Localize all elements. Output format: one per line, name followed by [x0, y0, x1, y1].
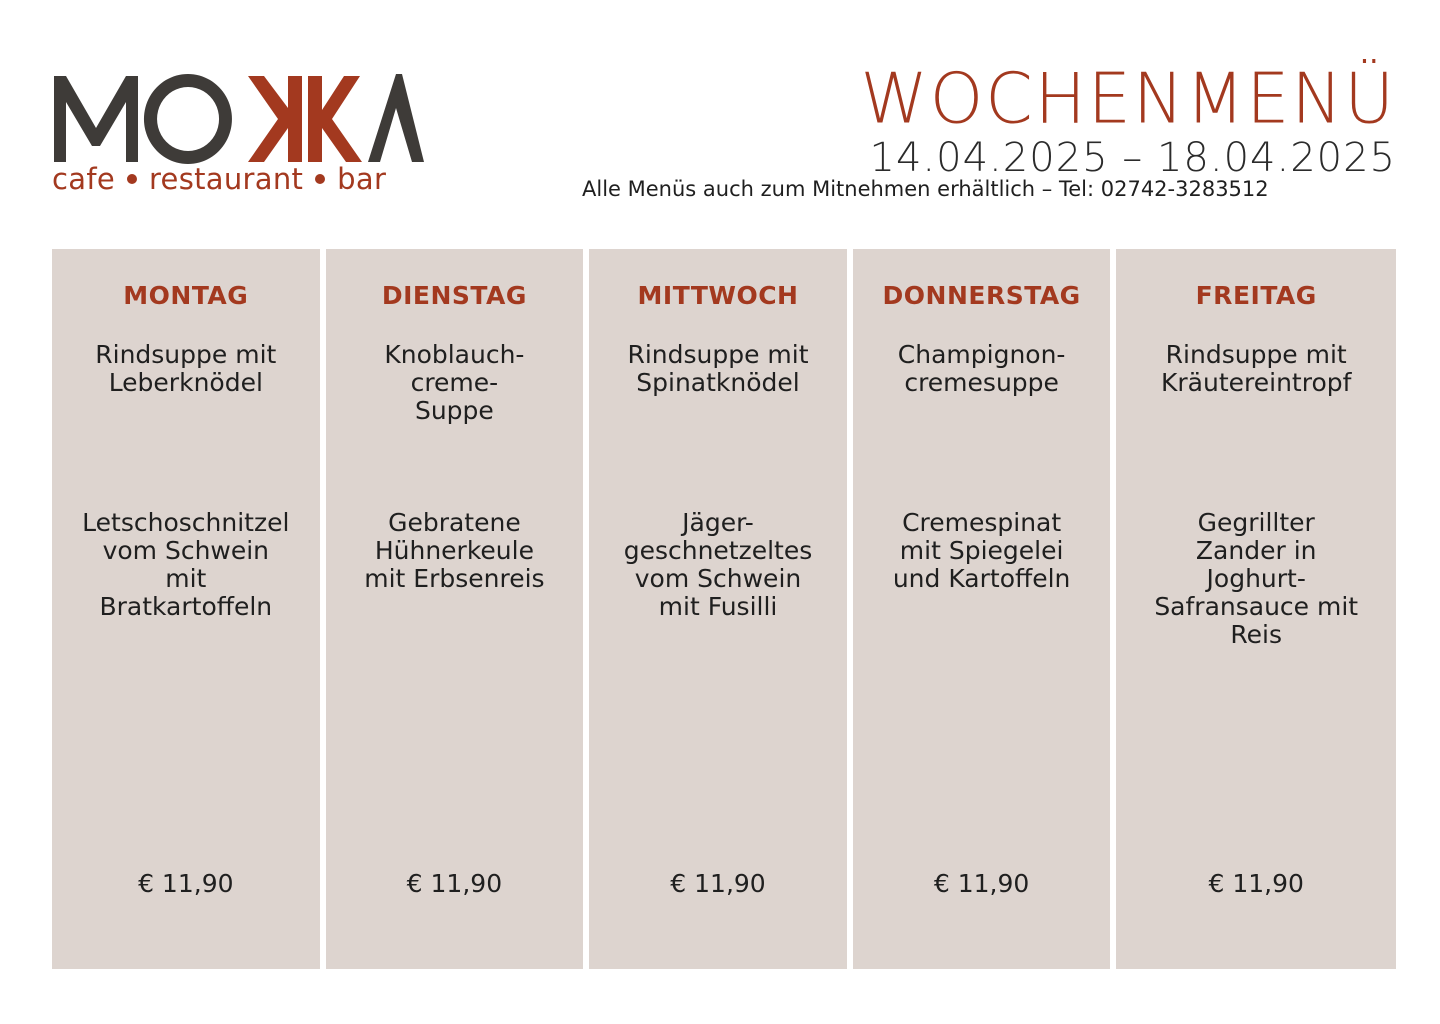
price-label: € 11,90 [933, 869, 1030, 898]
tagline-separator-dot [127, 174, 137, 184]
mokka-wordmark-logo [52, 72, 424, 164]
soup-dish: Knoblauch- creme- Suppe [384, 340, 525, 425]
tagline-cafe: cafe [52, 162, 115, 196]
day-column-montag [52, 249, 320, 969]
mokka-logo [52, 72, 432, 202]
date-range: 14.04.2025 – 18.04.2025 [869, 135, 1396, 181]
day-column-dienstag [326, 249, 584, 969]
page-title: WOCHENMENÜ [860, 59, 1396, 140]
takeaway-info: Alle Menüs auch zum Mitnehmen erhältlich – Tel: 02742-3283512 [582, 177, 1269, 201]
soup-dish: Champignon- cremesuppe [897, 340, 1066, 397]
logo-tagline [52, 162, 386, 196]
day-name: MONTAG [123, 281, 249, 310]
tagline-restaurant: restaurant [148, 162, 304, 196]
day-column-freitag [1116, 249, 1396, 969]
soup-dish: Rindsuppe mit Kräutereintropf [1161, 340, 1352, 397]
price-label: € 11,90 [1208, 869, 1304, 898]
weekly-menu-columns [52, 249, 1396, 969]
day-column-donnerstag [853, 249, 1111, 969]
day-name: FREITAG [1195, 281, 1317, 310]
main-dish: Letschoschnitzel vom Schwein mit Bratkartoffeln [82, 508, 290, 621]
price-label: € 11,90 [670, 869, 766, 898]
soup-dish: Rindsuppe mit Spinatknödel [627, 340, 809, 397]
price-label: € 11,90 [406, 869, 503, 898]
main-dish: Gegrillter Zander in Joghurt- Safransauce mit Reis [1154, 508, 1359, 649]
day-column-mittwoch [589, 249, 847, 969]
main-dish: Cremespinat mit Spiegelei und Kartoffeln [892, 508, 1071, 593]
day-name: MITTWOCH [637, 281, 799, 310]
soup-dish: Rindsuppe mit Leberknödel [95, 340, 277, 397]
tagline-separator-dot [315, 174, 325, 184]
main-dish: Gebratene Hühnerkeule mit Erbsenreis [364, 508, 545, 593]
day-name: DONNERSTAG [882, 281, 1081, 310]
price-label: € 11,90 [138, 869, 234, 898]
menu-header [860, 59, 1396, 181]
day-name: DIENSTAG [381, 281, 527, 310]
tagline-bar: bar [337, 162, 387, 196]
main-dish: Jäger- geschnetzeltes vom Schwein mit Fusilli [623, 508, 813, 621]
